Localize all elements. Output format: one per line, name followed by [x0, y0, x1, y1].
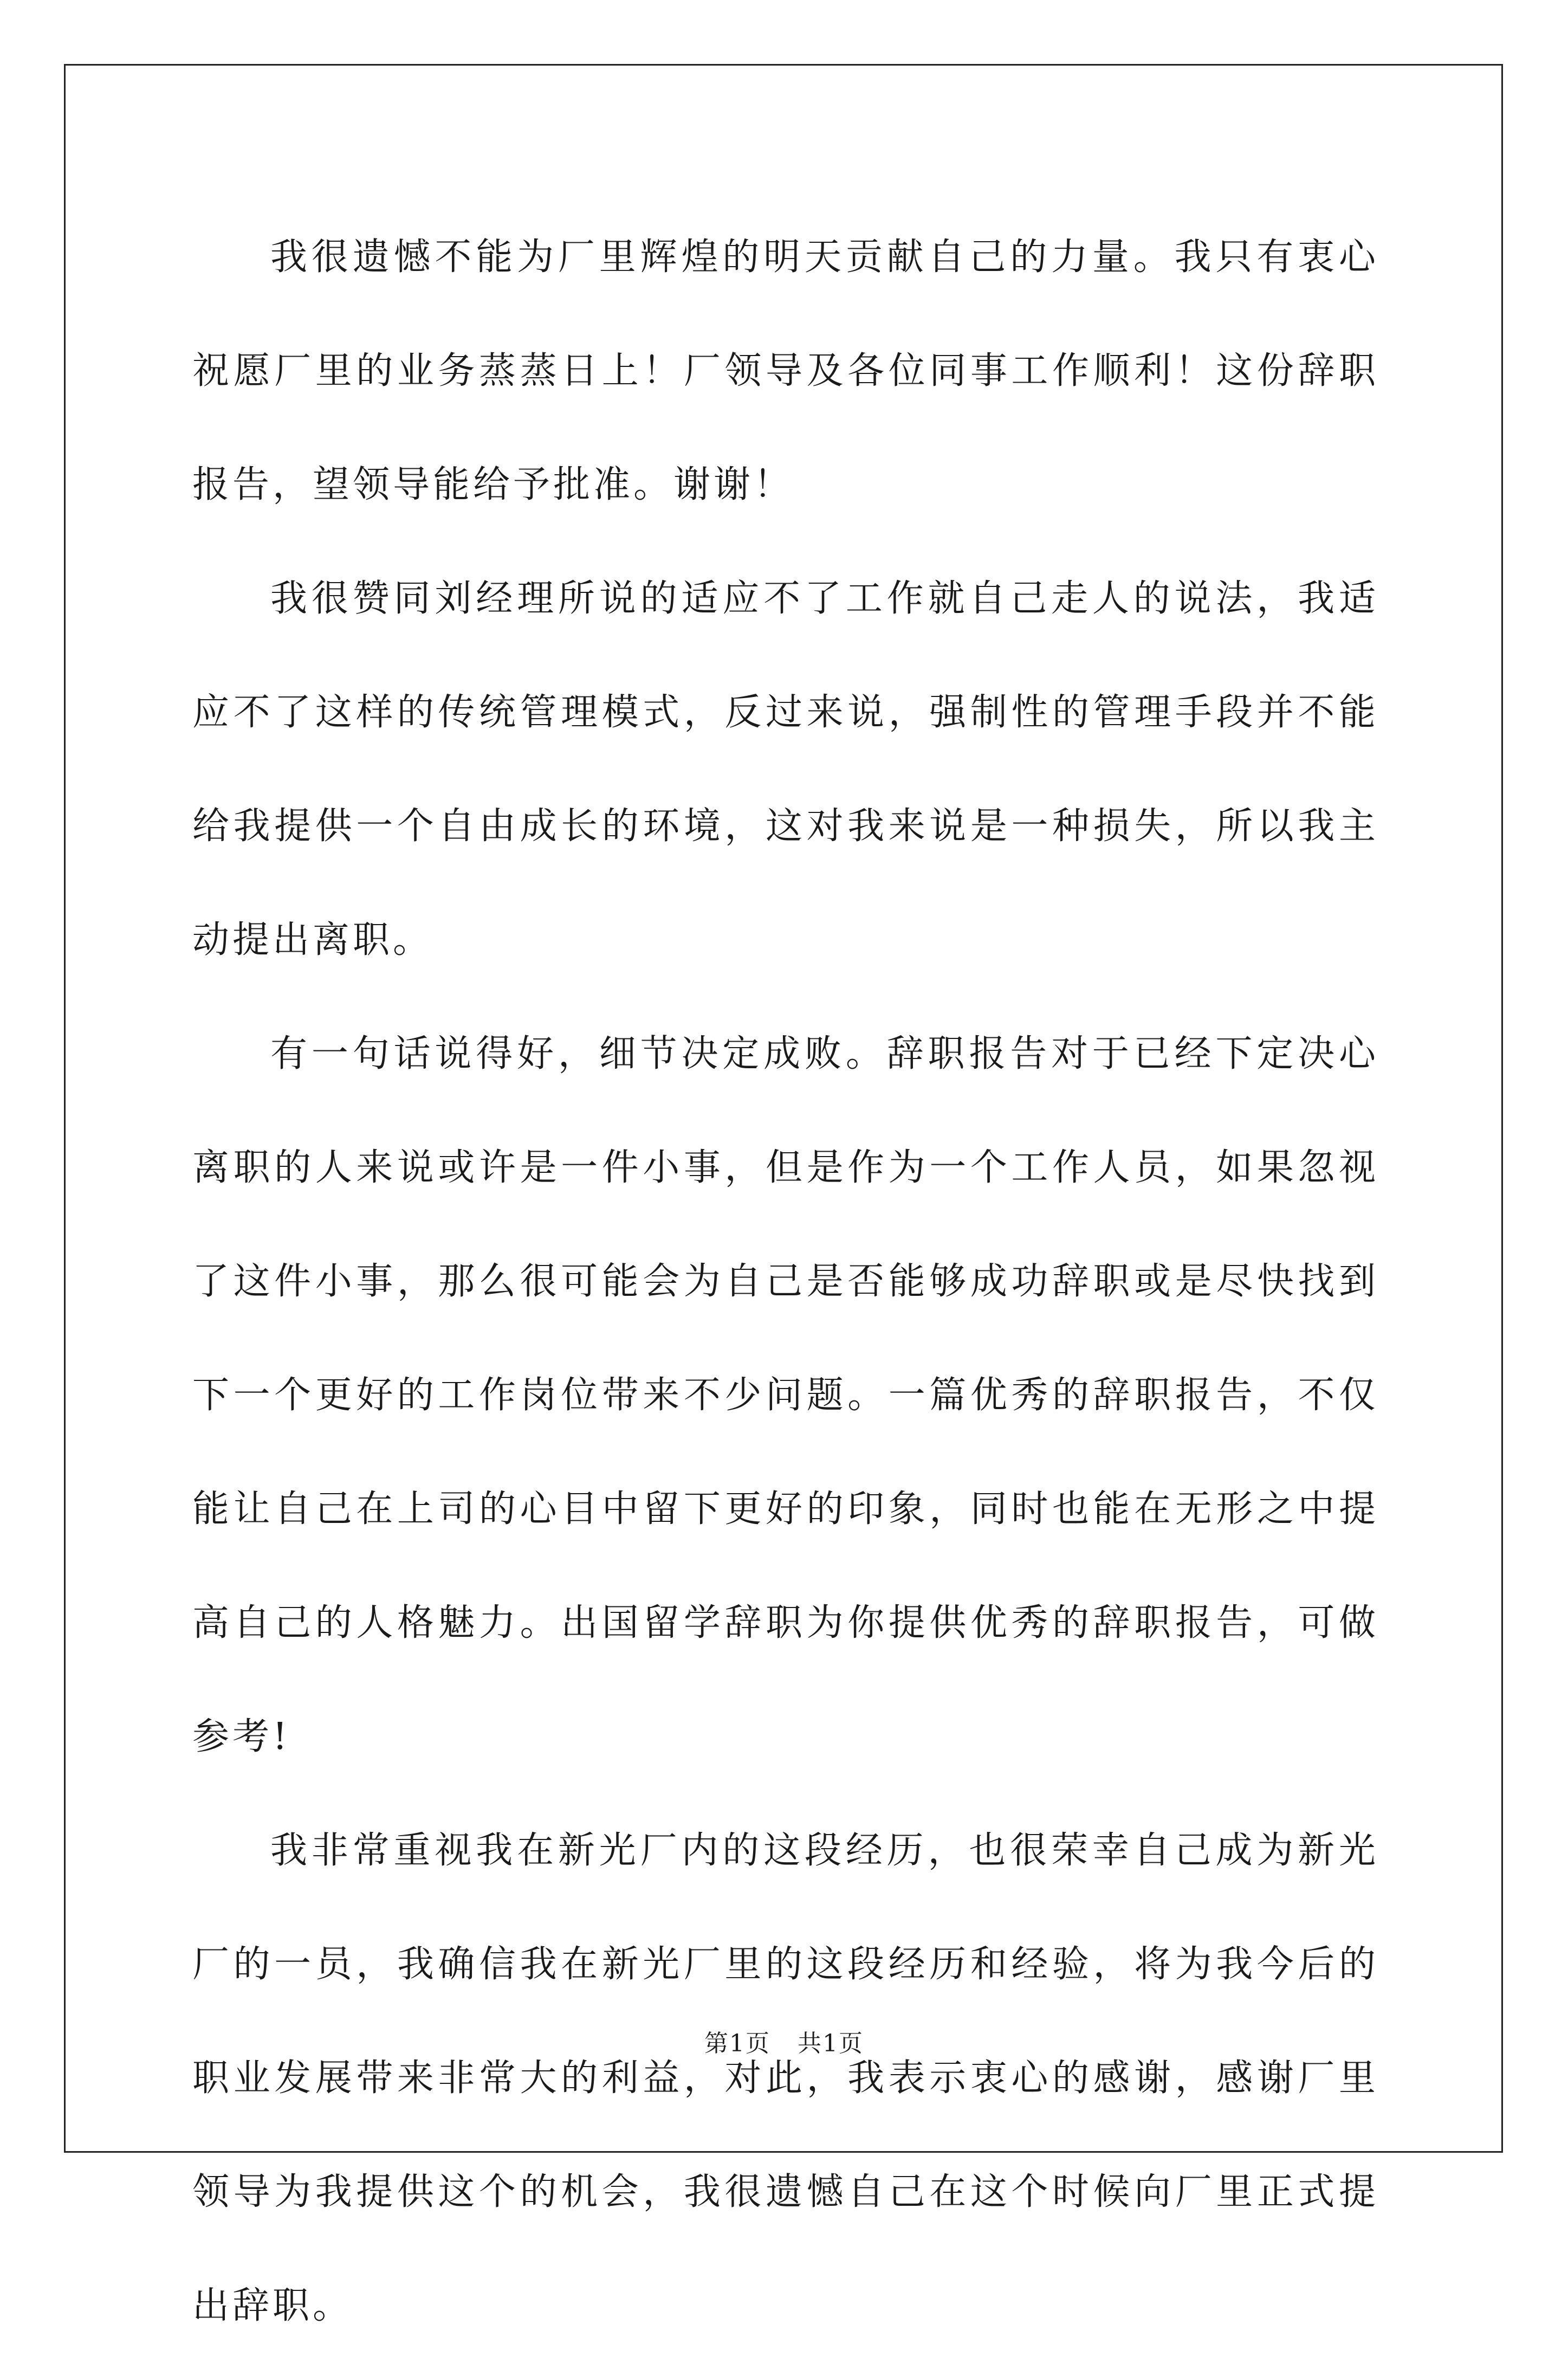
- paragraph-1: 我很遗憾不能为厂里辉煌的明天贡献自己的力量。我只有衷心祝愿厂里的业务蒸蒸日上！厂领导及各位同事工作顺利！这份辞职报告，望领导能给予批准。谢谢！: [192, 236, 1379, 506]
- paragraph-3: 有一句话说得好，细节决定成败。辞职报告对于已经下定决心离职的人来说或许是一件小事，但是作为一个工作人员，如果忽视了这件小事，那么很可能会为自己是否能够成功辞职或是尽快找到下一个更好的工作岗位带来不少问题。一篇优秀的辞职报告，不仅能让自己在上司的心目中留下更好的印象，同时也能在无形之中提高自己的人格魅力。出国留学辞职为你提供优秀的辞职报告，可做参考!: [192, 1032, 1379, 1758]
- page-number-current: 第1页: [704, 2030, 770, 2057]
- paragraph-2: 我很赞同刘经理所说的适应不了工作就自己走人的说法，我适应不了这样的传统管理模式，反过来说，强制性的管理手段并不能给我提供一个自由成长的环境，这对我来说是一种损失，所以我主动提出离职。: [192, 577, 1379, 961]
- page-number-total: 共1页: [798, 2030, 864, 2057]
- page-footer: [0, 2024, 1568, 2058]
- paragraph-4: 我非常重视我在新光厂内的这段经历，也很荣幸自己成为新光厂的一员，我确信我在新光厂里的这段经历和经验，将为我今后的职业发展带来非常大的利益，对此，我表示衷心的感谢，感谢厂里领导为我提供这个的机会，我很遗憾自己在这个时候向厂里正式提出辞职。: [192, 1829, 1379, 2327]
